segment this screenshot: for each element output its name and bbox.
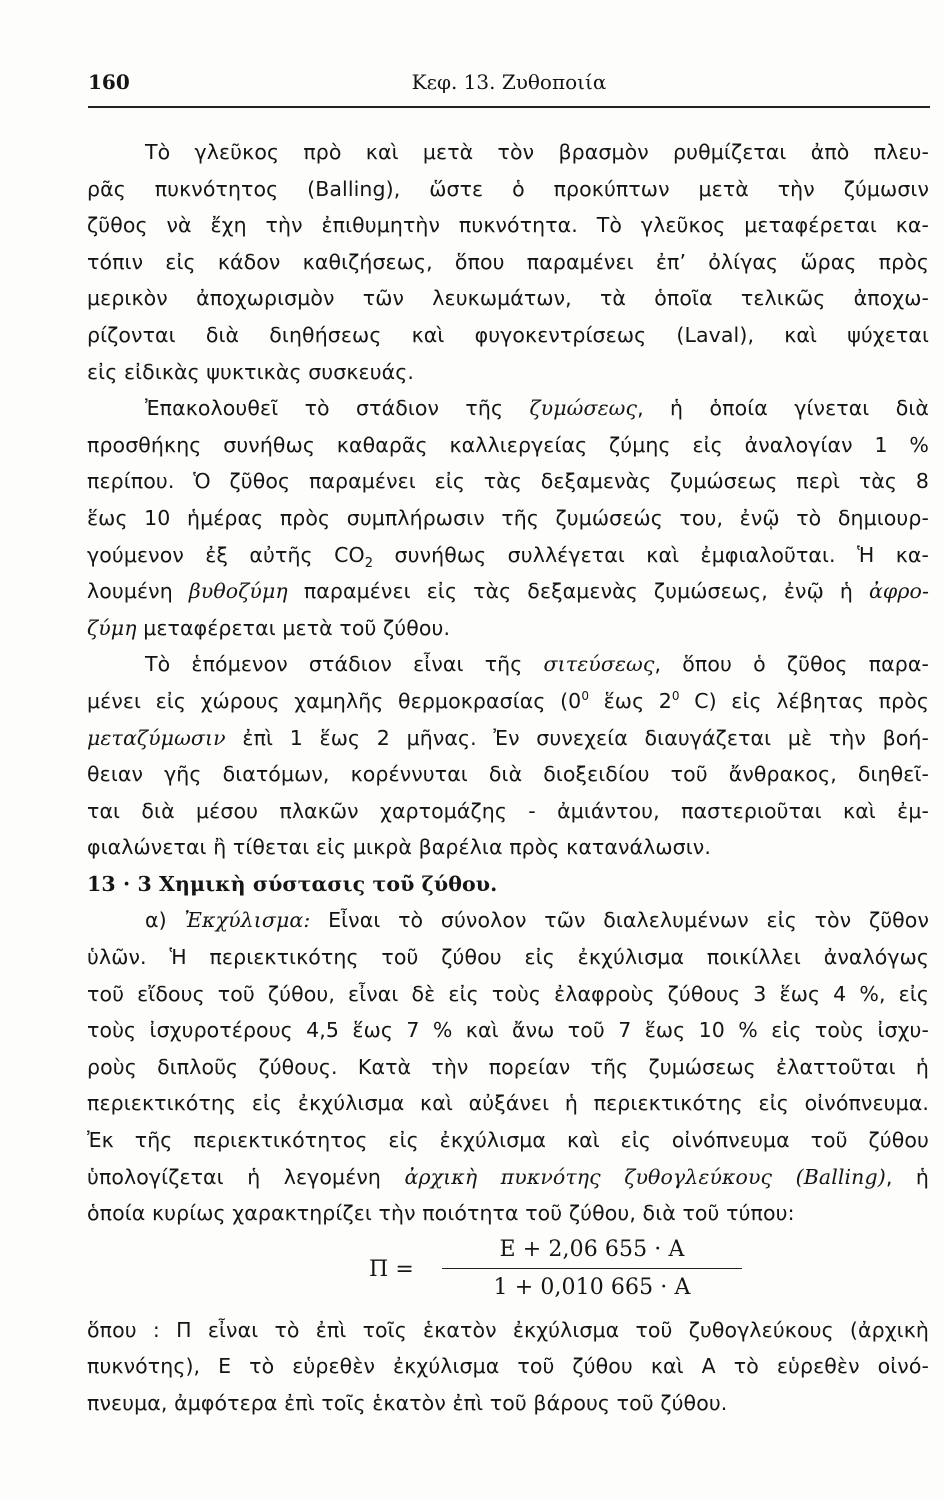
- running-head: [88, 70, 930, 100]
- text-line: ρᾶς πυκνότητος (Balling), ὥστε ὁ προκύπτων μετὰ τὴν ζύμωσιν: [87, 176, 929, 201]
- text-run: γούμενον ἐξ αὐτῆς CO: [87, 542, 365, 567]
- text-run: μεταφέρεται μετὰ τοῦ ζύθου.: [136, 615, 451, 640]
- italic-term: σιτεύσεως: [543, 652, 655, 677]
- balling-formula: [87, 1232, 929, 1312]
- formula-denominator: 1 + 0,010 665 · A: [493, 1274, 691, 1300]
- text-line: [87, 390, 929, 427]
- text-line: Ἐκ τῆς περιεκτικότητος εἰς ἐκχύλισμα καὶ εἰς οἰνόπνευμα τοῦ ζύθου: [87, 1128, 929, 1153]
- text-line: πυκνότης), Ε τὸ εὑρεθὲν ἐκχύλισμα τοῦ ζύθου καὶ Α τὸ εὑρεθὲν οἰνό-: [87, 1354, 929, 1379]
- subscript: 2: [364, 555, 374, 571]
- text-run: συνήθως συλλέγεται καὶ ἐμφιαλοῦται. Ἡ κα-: [373, 542, 929, 567]
- italic-term: ἀρχικὴ πυκνότης ζυθογλεύκους (Balling): [404, 1164, 886, 1189]
- text-line: Τὸ γλεῦκος πρὸ καὶ μετὰ τὸν βρασμὸν ρυθμίζεται ἀπὸ πλευ-: [145, 140, 929, 164]
- text-line: ὑλῶν. Ἡ περιεκτικότης τοῦ ζύθου εἰς ἐκχύλισμα ποικίλλει ἀναλόγως: [87, 945, 929, 970]
- text-run: ἐπὶ 1 ἕως 2 μῆνας. Ἐν συνεχεία διαυγάζεται μὲ τὴν βοή-: [225, 725, 929, 750]
- text-line: [87, 902, 929, 939]
- text-line: θειαν γῆς διατόμων, κορέννυται διὰ διοξειδίου τοῦ ἄνθρακος, διηθεῖ-: [87, 762, 929, 787]
- formula-numerator: E + 2,06 655 · A: [499, 1236, 685, 1262]
- text-line: περίπου. Ὁ ζῦθος παραμένει εἰς τὰς δεξαμενὰς ζυμώσεως περὶ τὰς 8: [87, 469, 929, 494]
- italic-term: βυθοζύμη: [188, 579, 288, 604]
- italic-term: ζυμώσεως: [529, 396, 638, 421]
- text-line: ται διὰ μέσου πλακῶν χαρτομάζης - ἀμιάντου, παστεριοῦται καὶ ἐμ-: [87, 798, 929, 823]
- text-line: ὁποία κυρίως χαρακτηρίζει τὴν ποιότητα τοῦ ζύθου, διὰ τοῦ τύπου:: [87, 1201, 795, 1226]
- text-run: α): [145, 908, 185, 933]
- text-line: [87, 1159, 929, 1196]
- text-line: τοῦ εἴδους τοῦ ζύθου, εἶναι δὲ εἰς τοὺς ἐλαφροὺς ζύθους 3 ἕως 4 %, εἰς: [87, 981, 929, 1006]
- text-line: ἕως 10 ἡμέρας πρὸς συμπλήρωσιν τῆς ζυμώσεώς του, ἐνῷ τὸ δημιουρ-: [87, 505, 929, 530]
- text-run: , ἡ ὁποία γίνεται διὰ: [637, 396, 929, 421]
- superscript: 0: [671, 689, 680, 704]
- superscript: 0: [581, 689, 590, 704]
- text-run: ὑπολογίζεται ἡ λεγομένη: [87, 1164, 405, 1189]
- text-run: ἕως 2: [589, 688, 672, 713]
- text-line: φιαλώνεται ἢ τίθεται εἰς μικρὰ βαρέλια πρὸς κατανάλωσιν.: [87, 835, 711, 860]
- text-run: Ἐπακολουθεῖ τὸ στάδιον τῆς: [145, 396, 530, 421]
- text-line: τοὺς ἰσχυροτέρους 4,5 ἕως 7 % καὶ ἄνω τοῦ 7 ἕως 10 % εἰς τοὺς ἰσχυ-: [87, 1018, 929, 1043]
- text-line: προσθήκης συνήθως καθαρᾶς καλλιεργείας ζύμης εἰς ἀναλογίαν 1 %: [87, 432, 929, 457]
- text-run: Τὸ ἑπόμενον στάδιον εἶναι τῆς: [145, 652, 544, 677]
- text-line: ὅπου : Π εἶναι τὸ ἐπὶ τοῖς ἑκατὸν ἐκχύλισμα τοῦ ζυθογλεύκους (ἀρχικὴ: [87, 1317, 929, 1342]
- formula-fraction: [432, 1232, 752, 1305]
- chapter-title: Κεφ. 13. Ζυθοποιία: [411, 70, 607, 94]
- text-line: [87, 720, 929, 757]
- header-rule: [88, 106, 930, 108]
- text-line: [87, 573, 929, 610]
- text-line: ρίζονται διὰ διηθήσεως καὶ φυγοκεντρίσεως (Laval), καὶ ψύχεται: [87, 322, 929, 347]
- text-line: ροὺς διπλοῦς ζύθους. Κατὰ τὴν πορείαν τῆς ζυμώσεως ἐλαττοῦται ἡ: [87, 1054, 929, 1079]
- text-line: περιεκτικότης εἰς ἐκχύλισμα καὶ αὐξάνει ἡ περιεκτικότης εἰς οἰνόπνευμα.: [87, 1091, 929, 1116]
- text-line: [87, 537, 929, 574]
- formula-lhs: Π =: [369, 1256, 414, 1282]
- text-line: [87, 683, 929, 720]
- text-line: [87, 646, 929, 683]
- italic-term: ἀφρο-: [868, 579, 929, 604]
- text-run: , ἡ: [885, 1164, 930, 1189]
- text-line: ζῦθος νὰ ἔχη τὴν ἐπιθυμητὴν πυκνότητα. Τὸ γλεῦκος μεταφέρεται κα-: [87, 213, 929, 238]
- page-number: 160: [88, 70, 130, 94]
- text-run: παραμένει εἰς τὰς δεξαμενὰς ζυμώσεως, ἐνῷ ἡ: [287, 579, 869, 604]
- section-heading: 13 · 3 Χημικὴ σύστασις τοῦ ζύθου.: [87, 871, 498, 896]
- text-line: πνευμα, ἀμφότερα ἐπὶ τοῖς ἑκατὸν ἐπὶ τοῦ βάρους τοῦ ζύθου.: [87, 1391, 728, 1415]
- text-run: λουμένη: [87, 579, 189, 604]
- italic-term: Ἐκχύλισμα:: [184, 908, 311, 933]
- italic-term: μεταζύμωσιν: [87, 725, 226, 750]
- text-line: τόπιν εἰς κάδον καθιζήσεως, ὅπου παραμένει ἐπ’ ὀλίγας ὥρας πρὸς: [87, 249, 929, 274]
- italic-term: ζύμη: [87, 615, 137, 640]
- text-line: μερικὸν ἀποχωρισμὸν τῶν λευκωμάτων, τὰ ὁποῖα τελικῶς ἀποχω-: [87, 286, 929, 311]
- text-line: εἰς εἰδικὰς ψυκτικὰς συσκευάς.: [87, 359, 415, 384]
- body-text: [87, 134, 929, 1422]
- text-run: μένει εἰς χώρους χαμηλῆς θερμοκρασίας (0: [87, 688, 582, 713]
- text-run: Εἶναι τὸ σύνολον τῶν διαλελυμένων εἰς τὸν ζῦθον: [310, 908, 929, 933]
- text-run: C) εἰς λέβητας πρὸς: [679, 688, 929, 713]
- text-run: , ὅπου ὁ ζῦθος παρα-: [654, 652, 929, 677]
- text-line: [87, 610, 929, 647]
